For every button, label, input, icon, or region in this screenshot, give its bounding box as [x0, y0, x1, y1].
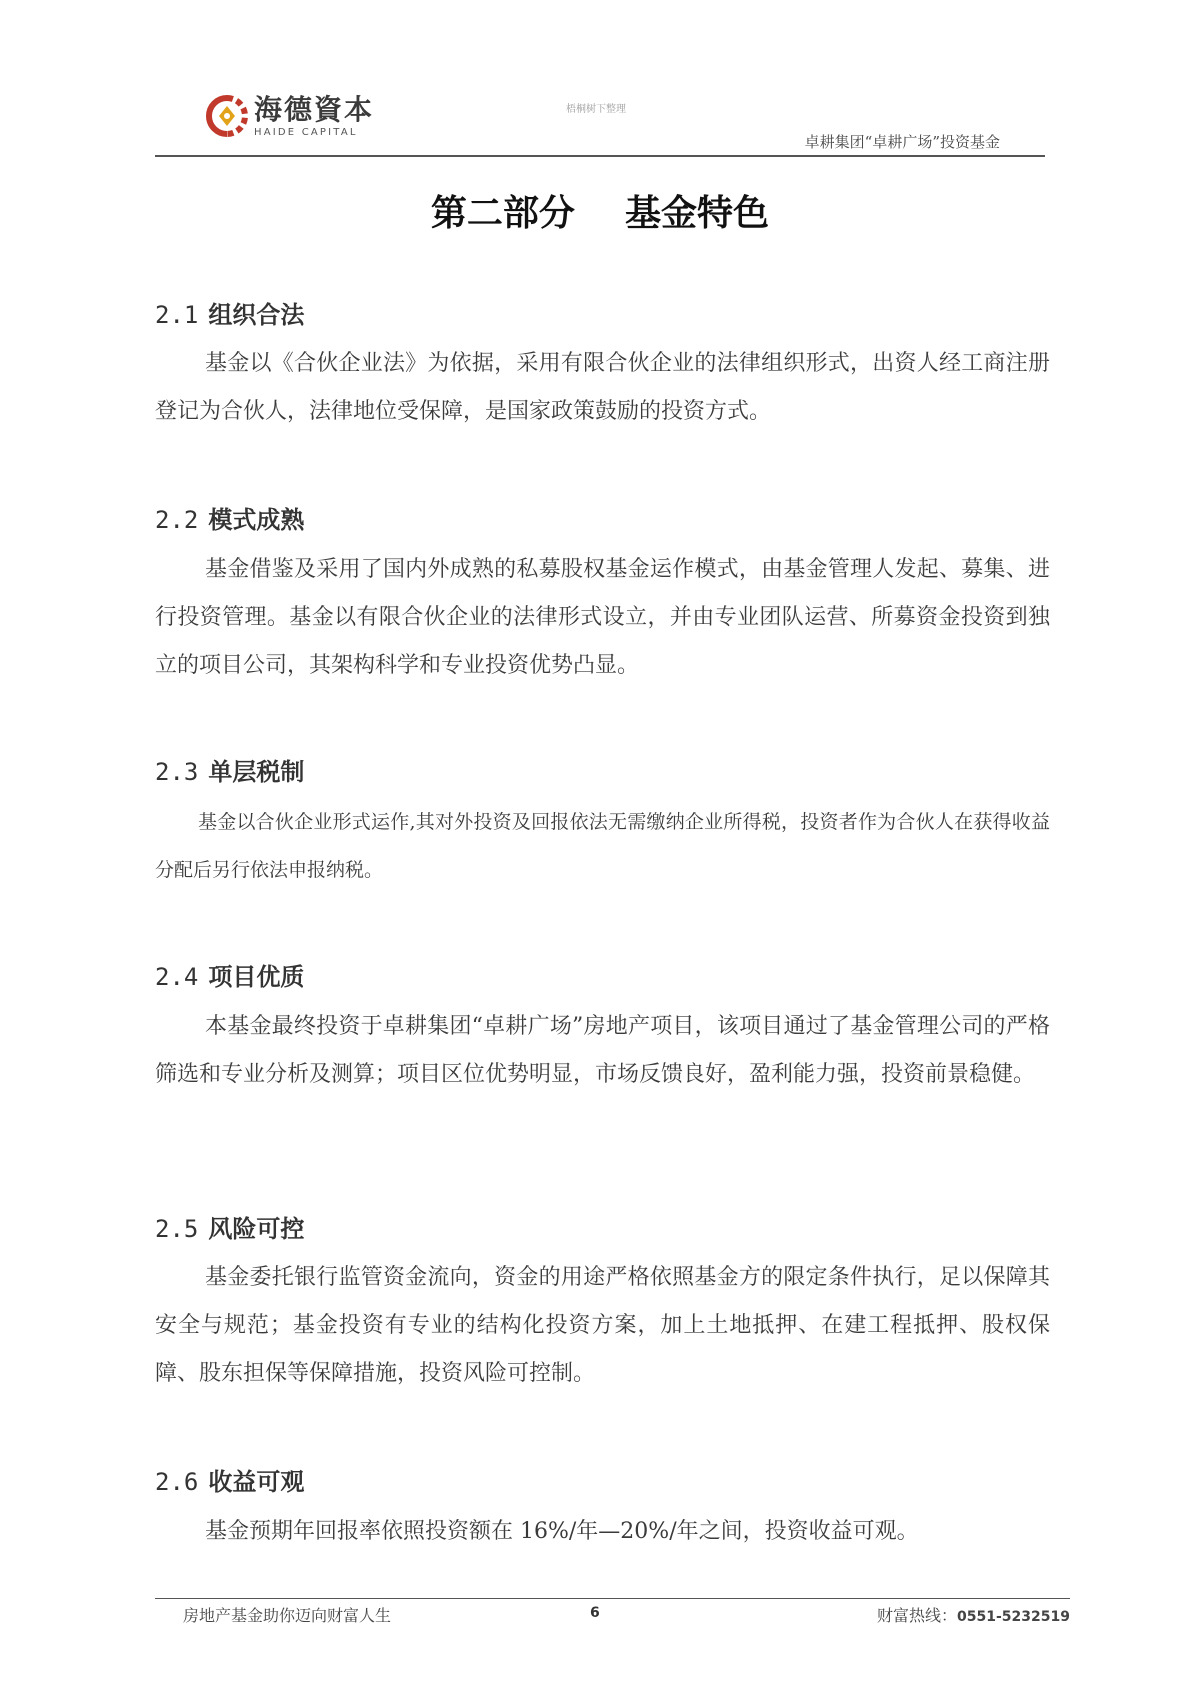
section-title: 风险可控	[208, 1215, 305, 1243]
section-number: 2.4	[155, 963, 199, 991]
section-body: 基金以《合伙企业法》为依据，采用有限合伙企业的法律组织形式，出资人经工商注册登记为合伙人，法律地位受保障，是国家政策鼓励的投资方式。	[155, 351, 1050, 424]
page-title: 第二部分 基金特色	[430, 193, 770, 234]
section-number: 2.3	[155, 758, 199, 786]
section-heading	[155, 1462, 304, 1497]
header-document-title: 卓耕集团“卓耕广场”投资基金	[804, 133, 1000, 151]
section-number: 2.5	[155, 1215, 199, 1243]
section-heading	[155, 1209, 304, 1244]
section-heading	[155, 295, 304, 330]
footer-divider	[155, 1598, 1070, 1599]
section-title: 组织合法	[208, 301, 305, 329]
section-heading	[155, 752, 304, 787]
section-number: 2.6	[155, 1468, 199, 1496]
section-body: 基金借鉴及采用了国内外成熟的私募股权基金运作模式，由基金管理人发起、募集、进行投资管理。基金以有限合伙企业的法律形式设立，并由专业团队运营、所募资金投资到独立的项目公司，其架构科学和专业投资优势凸显。	[155, 557, 1050, 678]
hotline-number: 0551-5232519	[957, 1609, 1070, 1625]
section-body: 本基金最终投资于卓耕集团“卓耕广场”房地产项目，该项目通过了基金管理公司的严格筛选和专业分析及测算；项目区位优势明显，市场反馈良好，盈利能力强，投资前景稳健。	[155, 1014, 1050, 1087]
section-number: 2.1	[155, 301, 199, 329]
section-title: 模式成熟	[208, 506, 305, 534]
section-body: 基金以合伙企业形式运作,其对外投资及回报依法无需缴纳企业所得税，投资者作为合伙人在获得收益分配后另行依法申报纳税。	[155, 811, 1050, 881]
section-body: 基金预期年回报率依照投资额在 16%/年—20%/年之间，投资收益可观。	[205, 1519, 919, 1544]
section-title: 收益可观	[208, 1468, 305, 1496]
footer-hotline	[877, 1603, 1070, 1626]
section-number: 2.2	[155, 506, 199, 534]
header-divider	[155, 155, 1045, 157]
section-heading	[155, 500, 304, 535]
page-number: 6	[590, 1605, 600, 1621]
footer-slogan: 房地产基金助你迈向财富人生	[183, 1606, 392, 1625]
section-body: 基金委托银行监管资金流向，资金的用途严格依照基金方的限定条件执行，足以保障其安全与规范；基金投资有专业的结构化投资方案，加上土地抵押、在建工程抵押、股权保障、股东担保等保障措施，投资风险可控制。	[155, 1265, 1050, 1386]
section-title: 单层税制	[208, 758, 305, 786]
watermark-text: 梧桐树下整理	[566, 104, 626, 115]
logo-emblem-icon	[206, 95, 248, 137]
logo-name-en: HAIDE CAPITAL	[254, 127, 358, 138]
haide-capital-logo	[206, 93, 396, 145]
logo-name-cn: 海德資本	[254, 93, 375, 126]
section-heading	[155, 957, 304, 992]
hotline-label: 财富热线：	[877, 1606, 958, 1625]
section-title: 项目优质	[208, 963, 305, 991]
